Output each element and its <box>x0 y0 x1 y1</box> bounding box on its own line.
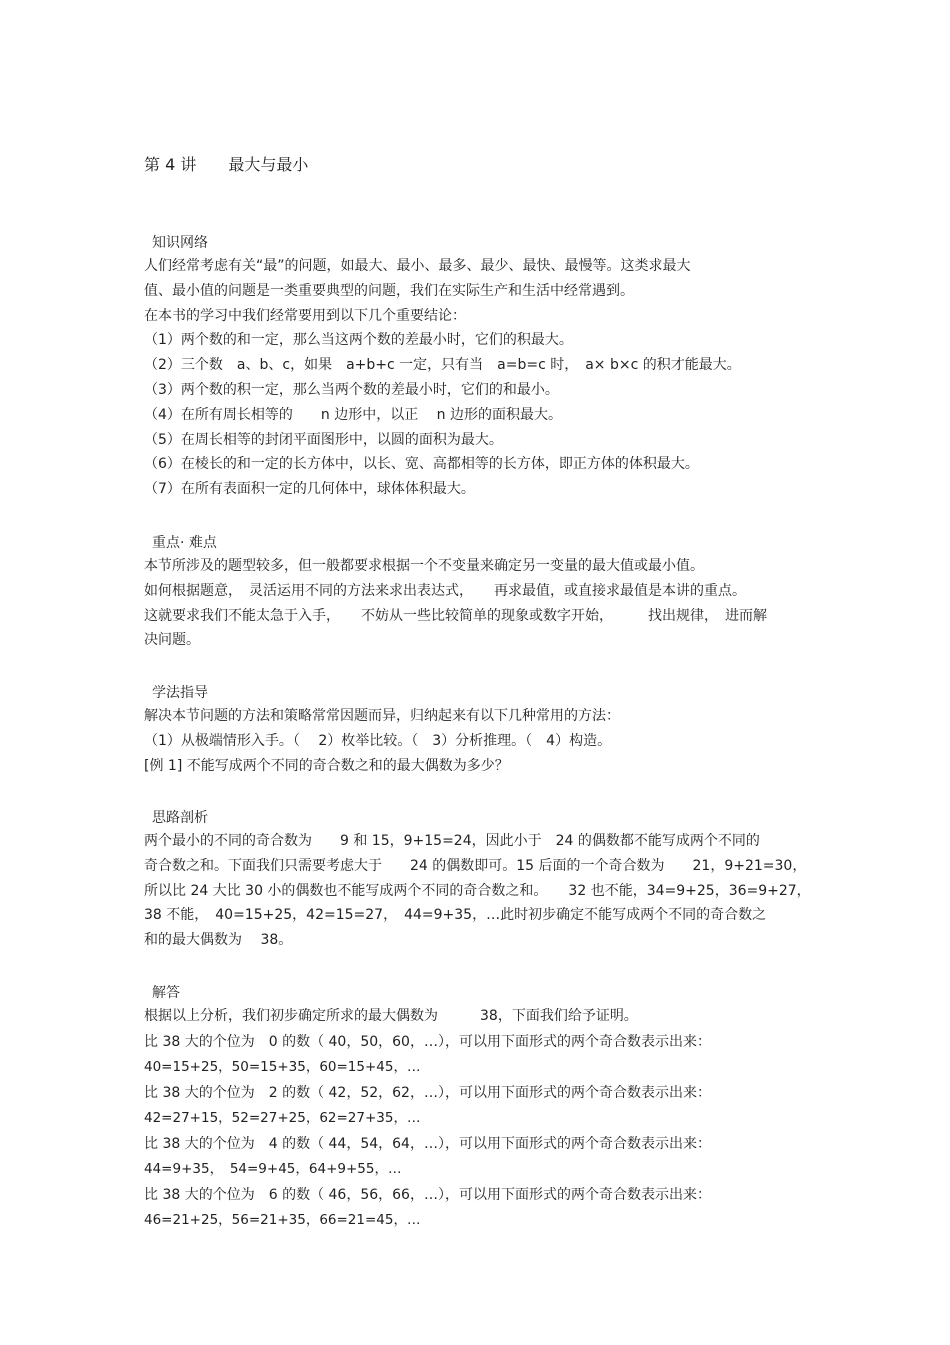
paragraph-line: 比 38 大的个位为 2 的数（ 42，52，62，…），可以用下面形式的两个奇合数表示出来： <box>144 1084 711 1101</box>
paragraph-line: 在本书的学习中我们经常要用到以下几个重要结论： <box>144 307 466 324</box>
paragraph-line: 如何根据题意， 灵活运用不同的方法来求出表达式， 再求最值，或直接求最值是本讲的重点。 <box>144 582 746 599</box>
section-heading: 解答 <box>152 985 180 1001</box>
list-item: （2）三个数 a、b、c，如果 a+b+c 一定，只有当 a=b=c 时， a× b×c 的积才能最大。 <box>144 357 741 374</box>
list-item: （1）两个数的和一定，那么当这两个数的差最小时，它们的积最大。 <box>144 332 573 349</box>
paragraph-line: 这就要求我们不能太急于入手， 不妨从一些比较简单的现象或数字开始， 找出规律， 进而解 <box>144 607 767 624</box>
section-heading: 学法指导 <box>152 685 208 701</box>
section-heading: 重点· 难点 <box>152 535 217 551</box>
list-item: （4）在所有周长相等的 n 边形中，以正 n 边形的面积最大。 <box>144 406 563 423</box>
paragraph-line: 解决本节问题的方法和策略常常因题而异，归纳起来有以下几种常用的方法： <box>144 708 620 724</box>
paragraph-line: 奇合数之和。下面我们只需要考虑大于 24 的偶数即可。15 后面的一个奇合数为 21，9+21=30， <box>144 857 807 874</box>
paragraph-line: 比 38 大的个位为 0 的数（ 40，50，60，…），可以用下面形式的两个奇合数表示出来： <box>144 1033 711 1050</box>
example-question: [例 1] 不能写成两个不同的奇合数之和的最大偶数为多少？ <box>144 757 509 774</box>
paragraph-line: 比 38 大的个位为 6 的数（ 46，56，66，…），可以用下面形式的两个奇合数表示出来： <box>144 1186 711 1203</box>
section-heading: 思路剖析 <box>152 810 208 826</box>
section-heading: 知识网络 <box>152 235 208 251</box>
formula-line: 40=15+25，50=15+35，60=15+45，… <box>144 1059 421 1075</box>
section-knowledge-network <box>144 232 824 502</box>
formula-line: 46=21+25，56=21+35，66=21=45，… <box>144 1212 421 1228</box>
list-item: （6）在棱长的和一定的长方体中，以长、宽、高都相等的长方体，即正方体的体积最大。 <box>144 456 699 473</box>
paragraph-line: 所以比 24 大比 30 小的偶数也不能写成两个不同的奇合数之和。 32 也不能，34=9+25，36=9+27， <box>144 882 811 899</box>
section-solution <box>144 982 824 1234</box>
formula-line: 42=27+15，52=27+25，62=27+35，… <box>144 1110 421 1126</box>
paragraph-line: 值、最小值的问题是一类重要典型的问题，我们在实际生产和生活中经常遇到。 <box>144 282 634 299</box>
list-item: （5）在周长相等的封闭平面图形中，以圆的面积为最大。 <box>144 431 503 448</box>
paragraph-line: 本节所涉及的题型较多，但一般都要求根据一个不变量来确定另一变量的最大值或最小值。 <box>144 558 704 574</box>
paragraph-line: 人们经常考虑有关“最”的问题，如最大、最小、最多、最少、最快、最慢等。这类求最大 <box>144 258 691 274</box>
paragraph-line: 决问题。 <box>144 632 200 649</box>
paragraph-line: 两个最小的不同的奇合数为 9 和 15，9+15=24，因此小于 24 的偶数都不能写成两个不同的 <box>144 833 760 849</box>
list-item: （3）两个数的积一定，那么当两个数的差最小时，它们的和最小。 <box>144 381 559 398</box>
section-study-guide <box>144 682 824 778</box>
page-title: 第 4 讲 最大与最小 <box>144 155 309 174</box>
paragraph-line: 根据以上分析，我们初步确定所求的最大偶数为 38，下面我们给予证明。 <box>144 1008 638 1024</box>
paragraph-line: 38 不能， 40=15+25，42=15=27， 44=9+35，…此时初步确定不能写成两个不同的奇合数之 <box>144 907 767 924</box>
formula-line: 44=9+35， 54=9+45，64+9+55，… <box>144 1161 402 1177</box>
paragraph-line: （1）从极端情形入手。（ 2）枚举比较。（ 3）分析推理。（ 4）构造。 <box>144 732 612 749</box>
list-item: （7）在所有表面积一定的几何体中，球体体积最大。 <box>144 481 475 498</box>
paragraph-line: 和的最大偶数为 38。 <box>144 932 293 949</box>
paragraph-line: 比 38 大的个位为 4 的数（ 44，54，64，…），可以用下面形式的两个奇合数表示出来： <box>144 1135 711 1152</box>
section-key-points <box>144 532 824 653</box>
section-analysis <box>144 807 824 953</box>
